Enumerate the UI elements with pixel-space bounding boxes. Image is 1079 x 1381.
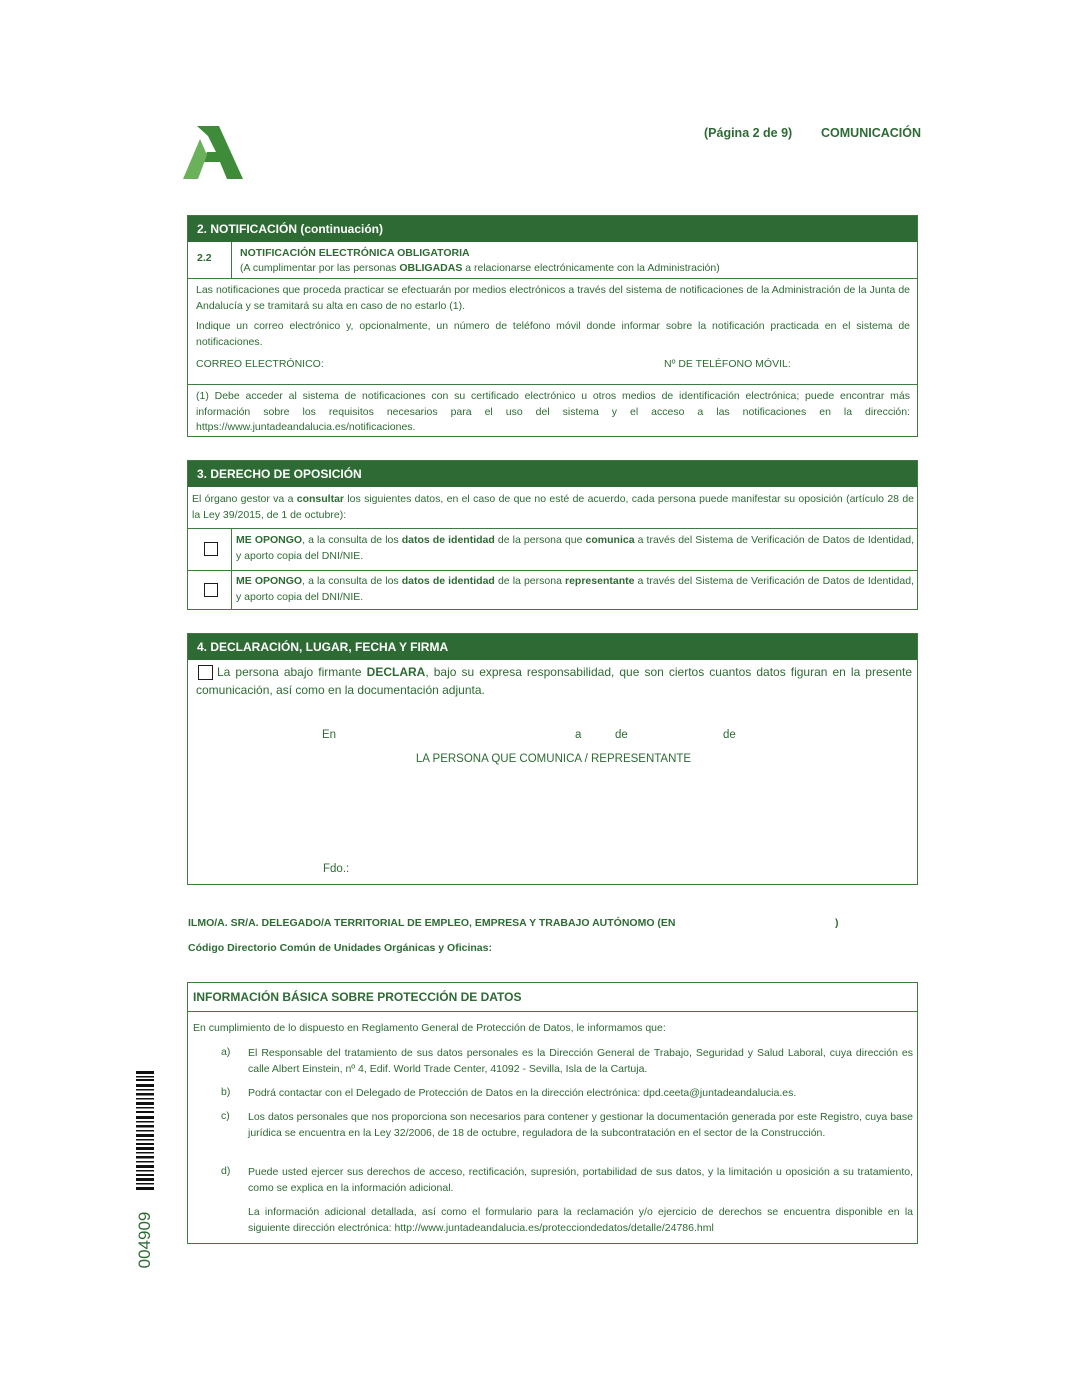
oppose-identity-representative-checkbox[interactable] [204, 583, 218, 597]
place-label: En [322, 729, 337, 741]
oppose-identity-communicant-checkbox[interactable] [204, 542, 218, 556]
signature-area[interactable] [308, 775, 798, 855]
opposition-intro: El órgano gestor va a consultar los siguientes datos, en el caso de que no esté de acuerdo, cada persona puede manifestar su oposición (artículo 28 de la Ley 39/2015, de 1 de octubre): [192, 493, 914, 521]
addressee-line: ILMO/A. SR/A. DELEGADO/A TERRITORIAL DE EMPLEO, EMPRESA Y TRABAJO AUTÓNOMO (EN [188, 917, 676, 929]
section-notification [187, 215, 918, 437]
section-3-title: 3. DERECHO DE OPOSICIÓN [188, 461, 917, 487]
phone-label: Nº DE TELÉFONO MÓVIL: [664, 358, 791, 370]
oppose-identity-communicant-text: ME OPONGO, a la consulta de los datos de identidad de la persona que comunica a través del Sistema de Verificación de Datos de Identidad, y aporto copia del DNI/NIE. [236, 534, 914, 562]
subsection-title: NOTIFICACIÓN ELECTRÓNICA OBLIGATORIA [240, 247, 470, 259]
page-number: (Página 2 de 9) [704, 126, 793, 140]
directory-code-label: Código Directorio Común de Unidades Orgánicas y Oficinas: [188, 942, 492, 954]
month-label: de [615, 729, 628, 741]
notification-paragraph-2: Indique un correo electrónico y, opcionalmente, un número de teléfono móvil donde informar sobre la notificación practicada en el sistema de notificaciones. [196, 320, 910, 348]
data-protection-title: INFORMACIÓN BÁSICA SOBRE PROTECCIÓN DE DATOS [188, 983, 917, 1012]
place-field[interactable] [343, 726, 568, 744]
signer-label: LA PERSONA QUE COMUNICA / REPRESENTANTE [415, 753, 692, 765]
junta-andalucia-logo [183, 124, 245, 180]
data-protection-box: INFORMACIÓN BÁSICA SOBRE PROTECCIÓN DE DATOS En cumplimiento de lo dispuesto en Reglamento General de Protección de Datos, le informamos que: a) El Responsable del tratamiento de sus datos personales es la Dirección General de Trabajo, Seguridad y Salud Laboral, cuya dirección es calle Albert Einstein, nº 4, Edif. World Trade Center, 41092 - Sevilla, Isla de la Cartuja. b) Podrá contactar con el Delegado de Protección de Datos en la dirección electrónica: dpd.ceeta@juntadeandalucia.es. c) Los datos personales que nos proporciona son necesarios para contener y gestionar la documentación generada por este Registro, cuya base jurídica se encuentra en la Ley 32/2006, de 18 de octubre, reguladora de la subcontratación en el sector de la Construcción. d) Puede usted ejercer sus derechos de acceso, rectificación, supresión, portabilidad de sus datos, y la limitación u oposición a su tratamiento, como se explica en la información adicional. La información adicional detallada, así como el formulario para la reclamación y/o ejercicio de derechos se encuentra disponible en la siguiente dirección electrónica: http://www.juntadeandalucia.es/protecciondedatos/detalle/24786.hml [187, 982, 918, 1244]
section-opposition [187, 460, 918, 610]
section-2-title: 2. NOTIFICACIÓN (continuación) [188, 216, 917, 242]
year-label: de [723, 729, 736, 741]
declaration-text: La persona abajo firmante DECLARA, bajo su expresa responsabilidad, que son ciertos cuantos datos figuran en la presente comunicación, así como en la documentación adjunta. [196, 665, 913, 697]
subsection-number: 2.2 [197, 252, 212, 264]
oppose-identity-representative-text: ME OPONGO, a la consulta de los datos de identidad de la persona representante a través del Sistema de Verificación de Datos de Identidad, y aporto copia del DNI/NIE. [236, 575, 914, 603]
signature-name-label: Fdo.: [323, 863, 350, 875]
addressee-close: ) [835, 917, 839, 929]
side-document-code: 004909 [135, 1211, 154, 1269]
subsection-note: (A cumplimentar por las personas OBLIGADAS a relacionarse electrónicamente con la Administración) [240, 262, 720, 274]
email-label: CORREO ELECTRÓNICO: [196, 358, 324, 370]
data-protection-intro: En cumplimiento de lo dispuesto en Reglamento General de Protección de Datos, le informamos que: [193, 1022, 666, 1034]
section-4-title: 4. DECLARACIÓN, LUGAR, FECHA Y FIRMA [188, 634, 917, 660]
document-type: COMUNICACIÓN [821, 126, 921, 140]
day-label: a [575, 729, 582, 741]
section-declaration [187, 633, 918, 885]
barcode [136, 1071, 154, 1191]
notification-paragraph-1: Las notificaciones que proceda practicar se efectuarán por medios electrónicos a través del sistema de notificaciones de la Administración de la Junta de Andalucía y se tramitará su alta en caso de no estarlo (1). [196, 284, 910, 312]
additional-info: La información adicional detallada, así como el formulario para la reclamación y/o ejercicio de derechos se encuentra disponible en la siguiente dirección electrónica: http://www.juntadeandalucia.es/protecciondedatos/detalle/24786.hml [248, 1206, 913, 1234]
phone-field[interactable] [798, 355, 908, 373]
email-field[interactable] [328, 355, 648, 373]
notification-footnote: (1) Debe acceder al sistema de notificaciones con su certificado electrónico u otros medios de identificación electrónica; puede encontrar más información sobre los requisitos necesarios para el uso del sistema y el acceso a las notificaciones en la dirección: https://www.juntadeandalucia.es/notificaciones. [196, 390, 910, 433]
